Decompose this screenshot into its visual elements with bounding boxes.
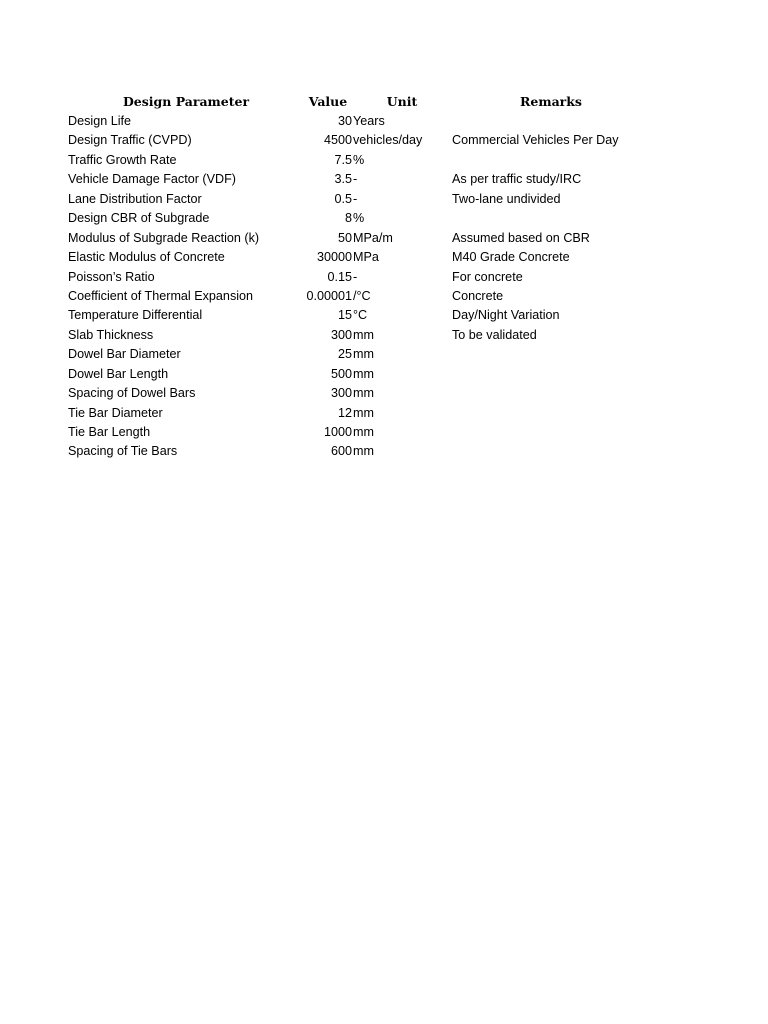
value-cell: 4500: [323, 133, 352, 148]
value-cell: 8: [344, 211, 352, 226]
table-row: [0, 327, 768, 346]
remarks-cell: Concrete: [452, 288, 504, 303]
parameter-cell: Coefficient of Thermal Expansion: [68, 288, 254, 303]
value-cell: 1000: [323, 425, 352, 439]
table-row: [0, 152, 768, 171]
remarks-cell: Commercial Vehicles Per Day: [452, 133, 619, 148]
table-row: [0, 113, 768, 132]
unit-cell: mm: [353, 347, 374, 362]
value-cell: 12: [337, 405, 352, 420]
table-header: [0, 94, 768, 112]
header-remarks: Remarks: [520, 94, 582, 109]
table-row: [0, 424, 768, 443]
table-row: [0, 210, 768, 229]
table-row: [0, 191, 768, 210]
parameter-cell: Dowel Bar Length: [68, 366, 169, 381]
value-cell: 0.00001: [306, 288, 352, 303]
unit-cell: mm: [353, 386, 374, 401]
unit-cell: °C: [353, 308, 368, 323]
value-cell: 300: [330, 386, 352, 401]
parameter-cell: Spacing of Tie Bars: [68, 444, 178, 459]
parameter-cell: Design Life: [68, 114, 132, 128]
remarks-cell: For concrete: [452, 269, 523, 284]
value-cell: 30: [337, 114, 352, 128]
unit-cell: mm: [353, 405, 374, 420]
parameter-cell: Dowel Bar Diameter: [68, 347, 181, 362]
value-cell: 600: [330, 444, 352, 459]
unit-cell: MPa: [353, 250, 379, 265]
table-row: [0, 171, 768, 190]
table-row: [0, 288, 768, 307]
table-row: [0, 385, 768, 404]
unit-cell: /°C: [353, 288, 371, 303]
parameter-cell: Temperature Differential: [68, 308, 203, 323]
remarks-cell: Day/Night Variation: [452, 308, 560, 323]
parameter-cell: Modulus of Subgrade Reaction (k): [68, 230, 260, 245]
table-row: [0, 366, 768, 385]
unit-cell: -: [353, 172, 358, 187]
parameter-cell: Tie Bar Diameter: [68, 405, 163, 420]
remarks-cell: Two-lane undivided: [452, 191, 561, 206]
value-cell: 3.5: [334, 172, 352, 187]
parameter-cell: Design Traffic (CVPD): [68, 133, 192, 148]
parameter-cell: Vehicle Damage Factor (VDF): [68, 172, 236, 187]
value-cell: 30000: [316, 250, 352, 265]
unit-cell: mm: [353, 366, 374, 381]
table-row: [0, 405, 768, 424]
table-row: [0, 307, 768, 326]
value-cell: 300: [330, 327, 352, 342]
parameter-cell: Traffic Growth Rate: [68, 152, 177, 167]
unit-cell: mm: [353, 444, 374, 459]
unit-cell: mm: [353, 425, 374, 439]
header-value: Value: [308, 94, 348, 109]
header-unit: Unit: [386, 94, 418, 109]
value-cell: 7.5: [334, 152, 352, 167]
unit-cell: %: [353, 152, 365, 167]
unit-cell: MPa/m: [353, 230, 393, 245]
unit-cell: %: [353, 211, 365, 226]
parameter-cell: Design CBR of Subgrade: [68, 211, 210, 226]
remarks-cell: To be validated: [452, 327, 537, 342]
table-row: [0, 249, 768, 268]
parameter-cell: Tie Bar Length: [68, 425, 151, 439]
value-cell: 50: [337, 230, 352, 245]
value-cell: 0.5: [334, 191, 352, 206]
unit-cell: vehicles/day: [353, 133, 423, 148]
parameter-cell: Spacing of Dowel Bars: [68, 386, 196, 401]
table-row: [0, 443, 768, 462]
remarks-cell: M40 Grade Concrete: [452, 250, 570, 265]
value-cell: 15: [337, 308, 352, 323]
table-row: [0, 132, 768, 151]
remarks-cell: Assumed based on CBR: [452, 230, 590, 245]
unit-cell: Years: [353, 114, 385, 128]
remarks-cell: As per traffic study/IRC: [452, 172, 582, 187]
parameter-cell: Elastic Modulus of Concrete: [68, 250, 225, 265]
value-cell: 500: [330, 366, 352, 381]
table-row: [0, 230, 768, 249]
parameter-cell: Slab Thickness: [68, 327, 154, 342]
parameter-cell: Poisson’s Ratio: [68, 269, 155, 284]
header-design-parameter: Design Parameter: [122, 94, 250, 109]
value-cell: 25: [337, 347, 352, 362]
table-row: [0, 346, 768, 365]
table-body: [0, 113, 768, 463]
unit-cell: -: [353, 191, 358, 206]
unit-cell: -: [353, 269, 358, 284]
parameter-cell: Lane Distribution Factor: [68, 191, 202, 206]
value-cell: 0.15: [327, 269, 352, 284]
unit-cell: mm: [353, 327, 374, 342]
table-row: [0, 269, 768, 288]
